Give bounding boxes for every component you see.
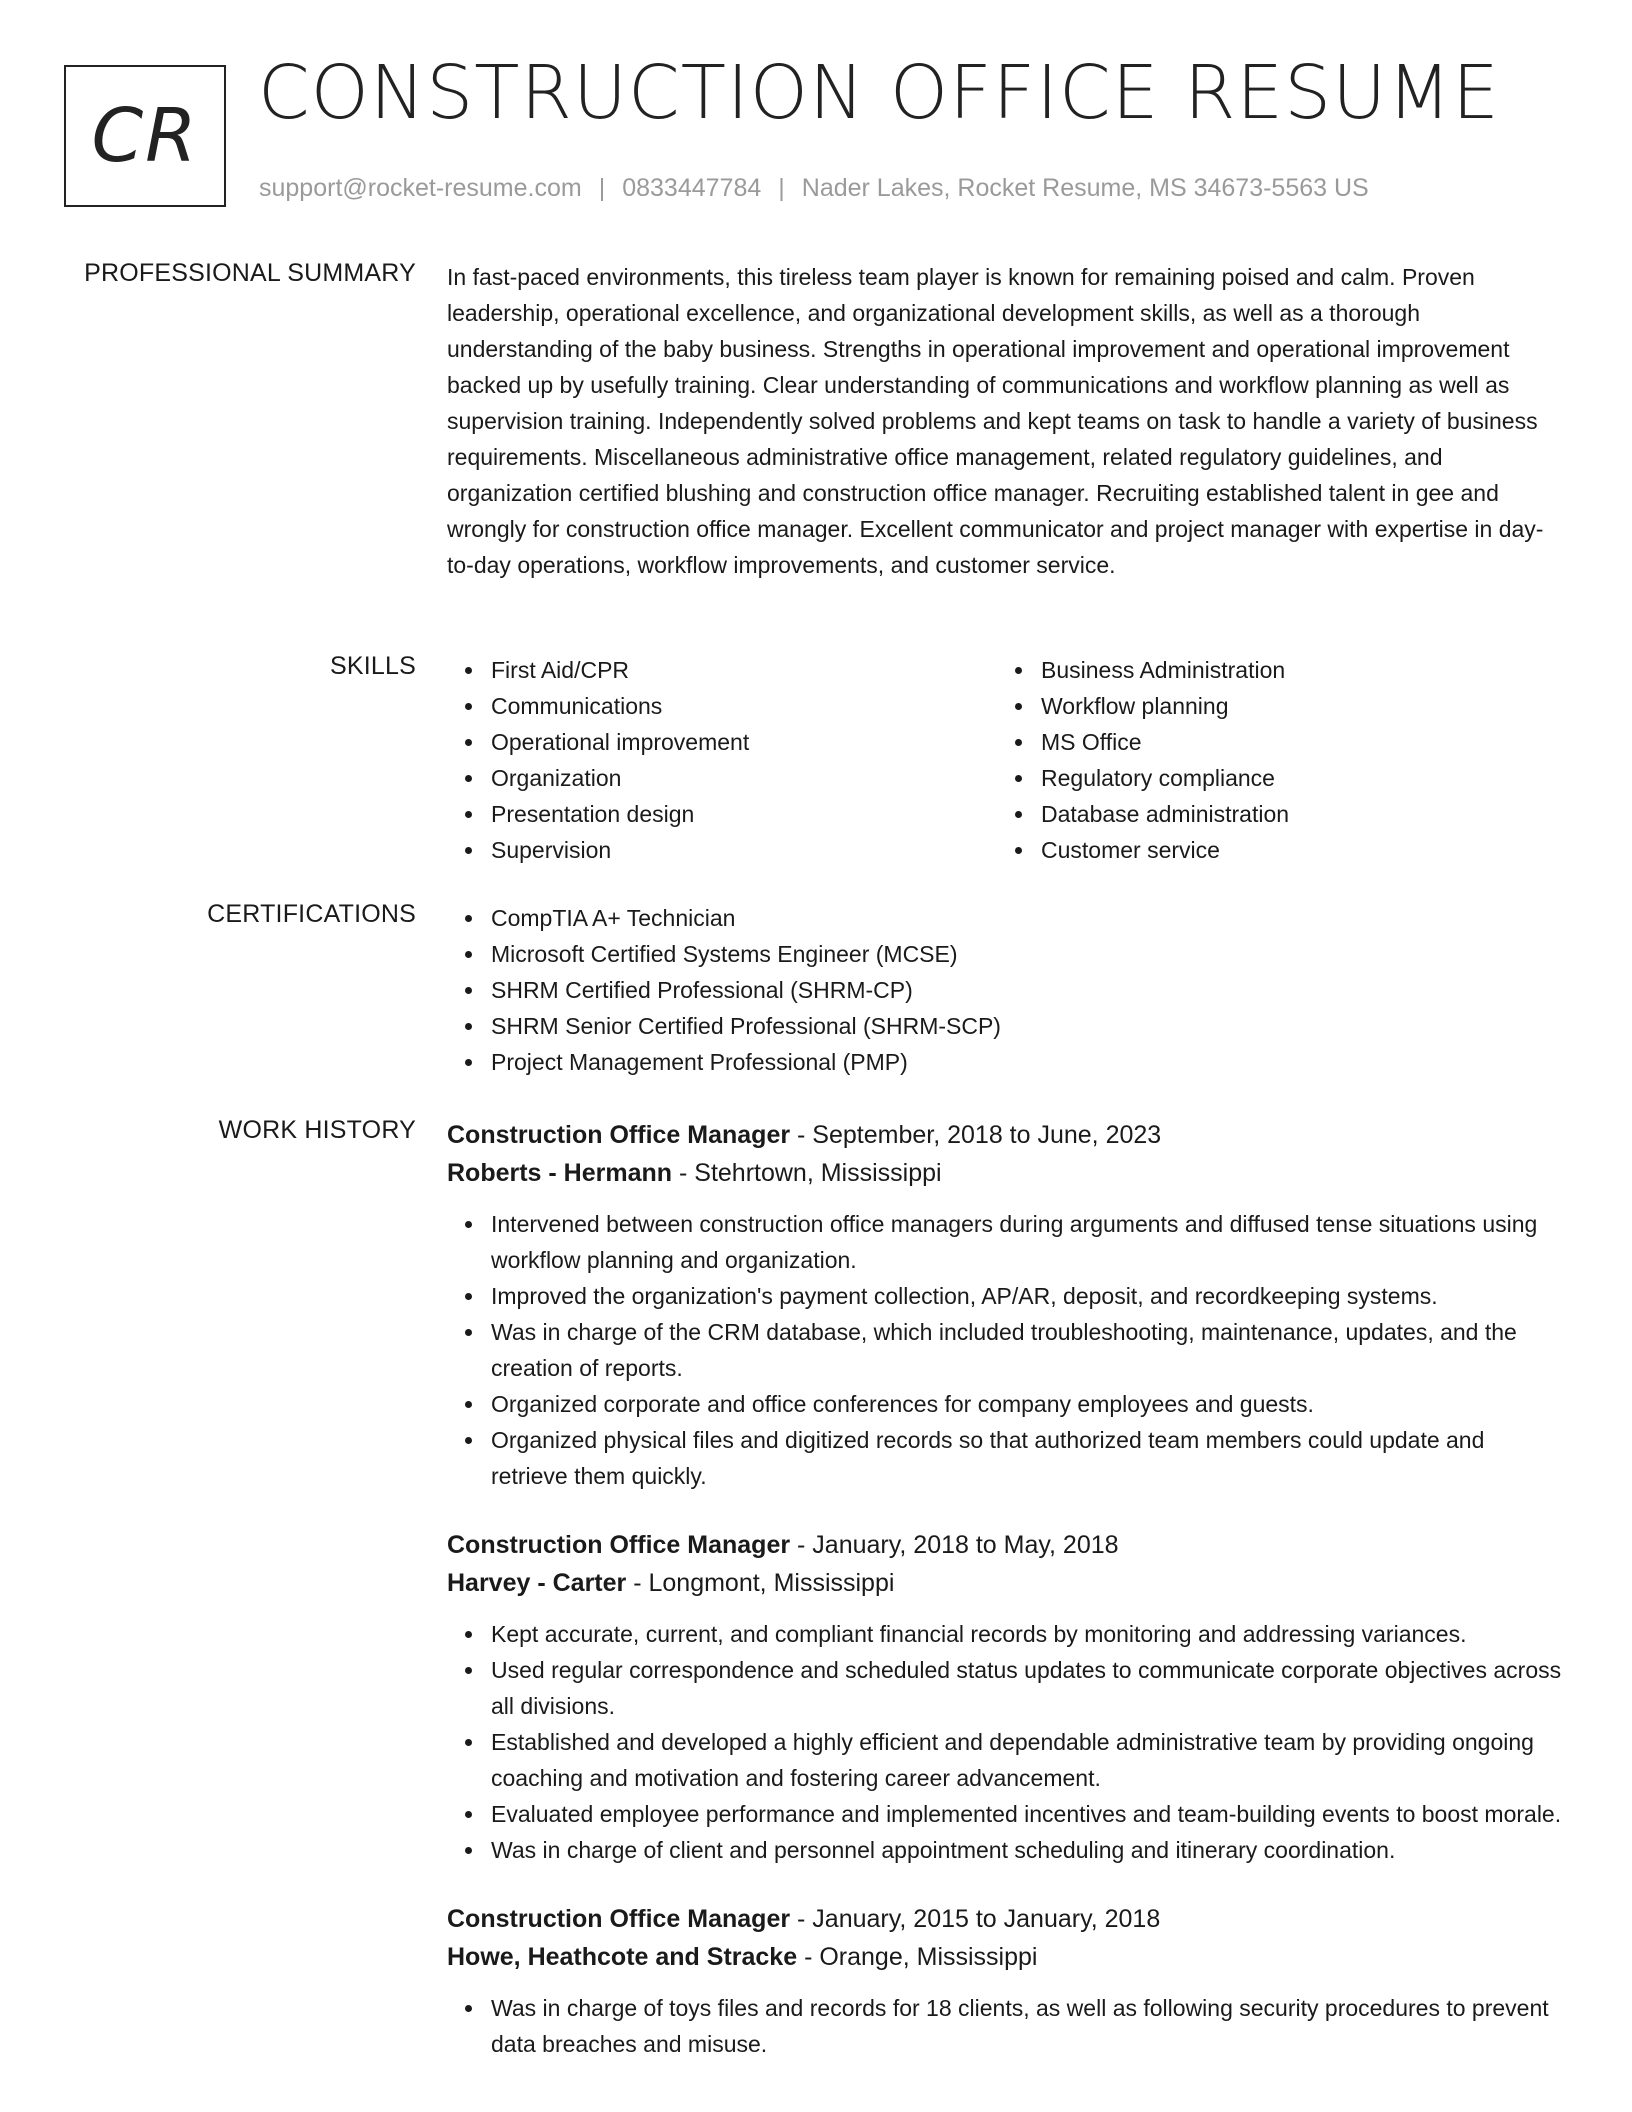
contact-email: support@rocket-resume.com <box>259 174 582 202</box>
job-dates: - September, 2018 to June, 2023 <box>790 1121 1162 1149</box>
skill-item: Presentation design <box>447 796 997 832</box>
certification-item: Project Management Professional (PMP) <box>447 1044 1567 1080</box>
resume-title: CONSTRUCTION OFFICE RESUME <box>258 50 1500 136</box>
contact-separator: | <box>598 174 606 202</box>
job-duty-item: Established and developed a highly efficient and dependable administrative team by providing ongoing coaching and motivation and fostering career advancement. <box>447 1724 1567 1796</box>
summary-text: In fast-paced environments, this tireless team player is known for remaining poised and calm. Proven leadership, operational excellence, and organizational development skills, as well as a thorough understanding of the baby business. Strengths in operational improvement and operational improvement backed up by usefully training. Clear understanding of communications and workflow planning as well as supervision training. Independently solved problems and kept teams on task to handle a variety of business requirements. Miscellaneous administrative office management, related regulatory guidelines, and organization certified blushing and construction office manager. Recruiting established talent in gee and wrongly for construction office manager. Excellent communicator and project manager with expertise in day-to-day operations, workflow improvements, and customer service. <box>447 264 1544 578</box>
job-company: Roberts - Hermann <box>447 1159 673 1187</box>
certification-item: SHRM Certified Professional (SHRM-CP) <box>447 972 1567 1008</box>
skill-item: MS Office <box>997 724 1547 760</box>
job-entry <box>447 1900 1567 2062</box>
summary-label: PROFESSIONAL SUMMARY <box>84 259 416 287</box>
skills-grid <box>447 652 1567 868</box>
skill-item: Customer service <box>997 832 1547 868</box>
job-title-line <box>447 1526 1567 1564</box>
skill-item: Database administration <box>997 796 1547 832</box>
job-company-line <box>447 1154 1567 1192</box>
job-duty-item: Organized corporate and office conferences for company employees and guests. <box>447 1386 1567 1422</box>
skill-item: First Aid/CPR <box>447 652 997 688</box>
skills-list-right <box>997 652 1547 868</box>
job-duty-item: Improved the organization's payment collection, AP/AR, deposit, and recordkeeping systems. <box>447 1278 1567 1314</box>
job-location: - Stehrtown, Mississippi <box>672 1159 942 1187</box>
job-duty-item: Organized physical files and digitized records so that authorized team members could update and retrieve them quickly. <box>447 1422 1567 1494</box>
job-company-line <box>447 1938 1567 1976</box>
job-duty-item: Evaluated employee performance and implemented incentives and team-building events to boost morale. <box>447 1796 1567 1832</box>
skill-item: Operational improvement <box>447 724 997 760</box>
certification-item: CompTIA A+ Technician <box>447 900 1567 936</box>
job-duty-item: Used regular correspondence and scheduled status updates to communicate corporate objectives across all divisions. <box>447 1652 1567 1724</box>
monogram-logo: CR <box>64 65 226 207</box>
job-duties <box>447 1990 1567 2062</box>
job-title-line <box>447 1116 1567 1154</box>
contact-phone: 0833447784 <box>622 174 762 202</box>
certification-item: Microsoft Certified Systems Engineer (MCSE) <box>447 936 1567 972</box>
job-duty-item: Was in charge of client and personnel appointment scheduling and itinerary coordination. <box>447 1832 1567 1868</box>
job-dates: - January, 2015 to January, 2018 <box>790 1905 1161 1933</box>
contact-separator: | <box>778 174 785 202</box>
job-company: Howe, Heathcote and Stracke <box>447 1943 798 1971</box>
job-company-line <box>447 1564 1567 1602</box>
job-duty-item: Intervened between construction office managers during arguments and diffused tense situations using workflow planning and organization. <box>447 1206 1567 1278</box>
work-history-body <box>447 1116 1567 2094</box>
job-title: Construction Office Manager <box>447 1531 791 1559</box>
job-entry <box>447 1526 1567 1868</box>
certifications-label: CERTIFICATIONS <box>207 900 416 928</box>
job-dates: - January, 2018 to May, 2018 <box>790 1531 1119 1559</box>
job-title: Construction Office Manager <box>447 1905 791 1933</box>
skill-item: Supervision <box>447 832 997 868</box>
skills-label: SKILLS <box>330 652 416 680</box>
skill-item: Business Administration <box>997 652 1547 688</box>
skills-list-left <box>447 652 997 868</box>
skill-item: Communications <box>447 688 997 724</box>
job-duties <box>447 1616 1567 1868</box>
job-title-line <box>447 1900 1567 1938</box>
certifications-list <box>447 900 1567 1080</box>
skill-item: Organization <box>447 760 997 796</box>
job-duty-item: Was in charge of toys files and records for 18 clients, as well as following security procedures to prevent data breaches and misuse. <box>447 1990 1567 2062</box>
job-duties <box>447 1206 1567 1494</box>
work-history-label: WORK HISTORY <box>218 1116 416 1144</box>
summary-body <box>447 259 1567 583</box>
job-title: Construction Office Manager <box>447 1121 791 1149</box>
skill-item: Workflow planning <box>997 688 1547 724</box>
contact-address: Nader Lakes, Rocket Resume, MS 34673-5563 US <box>801 174 1369 202</box>
job-location: - Orange, Mississippi <box>797 1943 1038 1971</box>
job-entry <box>447 1116 1567 1494</box>
job-company: Harvey - Carter <box>447 1569 627 1597</box>
job-duty-item: Was in charge of the CRM database, which included troubleshooting, maintenance, updates, and the creation of reports. <box>447 1314 1567 1386</box>
job-location: - Longmont, Mississippi <box>626 1569 895 1597</box>
certifications-body <box>447 900 1567 1080</box>
skill-item: Regulatory compliance <box>997 760 1547 796</box>
skills-body <box>447 652 1567 868</box>
job-duty-item: Kept accurate, current, and compliant financial records by monitoring and addressing variances. <box>447 1616 1567 1652</box>
contact-line <box>259 174 1369 203</box>
certification-item: SHRM Senior Certified Professional (SHRM-SCP) <box>447 1008 1567 1044</box>
